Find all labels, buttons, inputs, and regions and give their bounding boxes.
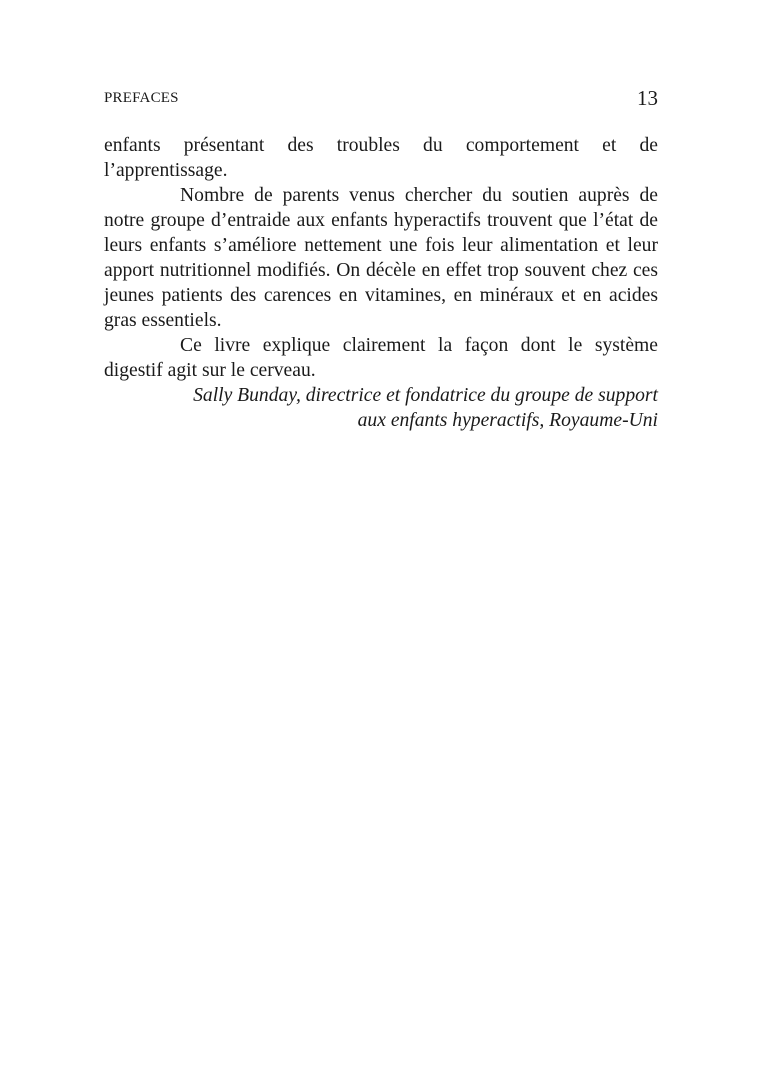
signature-line-1: Sally Bunday, directrice et fondatrice du groupe de support	[193, 385, 658, 406]
paragraph-parents: Nombre de parents venus chercher du soutien auprès de notre groupe d’entraide aux enfants hyperactifs trouvent que l’état de leurs enfants s’améliore nettement une fois leur alimentation et leur apport nutritionnel modifiés. On décèle en effet trop souvent chez ces jeunes patients des carences en vitamines, en minéraux et en acides gras essentiels.	[104, 185, 658, 331]
paragraph-book: Ce livre explique clairement la façon dont le système digestif agit sur le cerveau.	[104, 335, 658, 381]
body-text	[104, 133, 658, 433]
signature-line-2: aux enfants hyperactifs, Royaume-Uni	[357, 410, 658, 431]
page-header	[104, 82, 658, 112]
running-title: PREFACES	[104, 90, 179, 106]
paragraph-continued: enfants présentant des troubles du comportement et de l’apprentissage.	[104, 135, 658, 181]
signature	[104, 383, 658, 433]
page-number: 13	[637, 86, 658, 110]
